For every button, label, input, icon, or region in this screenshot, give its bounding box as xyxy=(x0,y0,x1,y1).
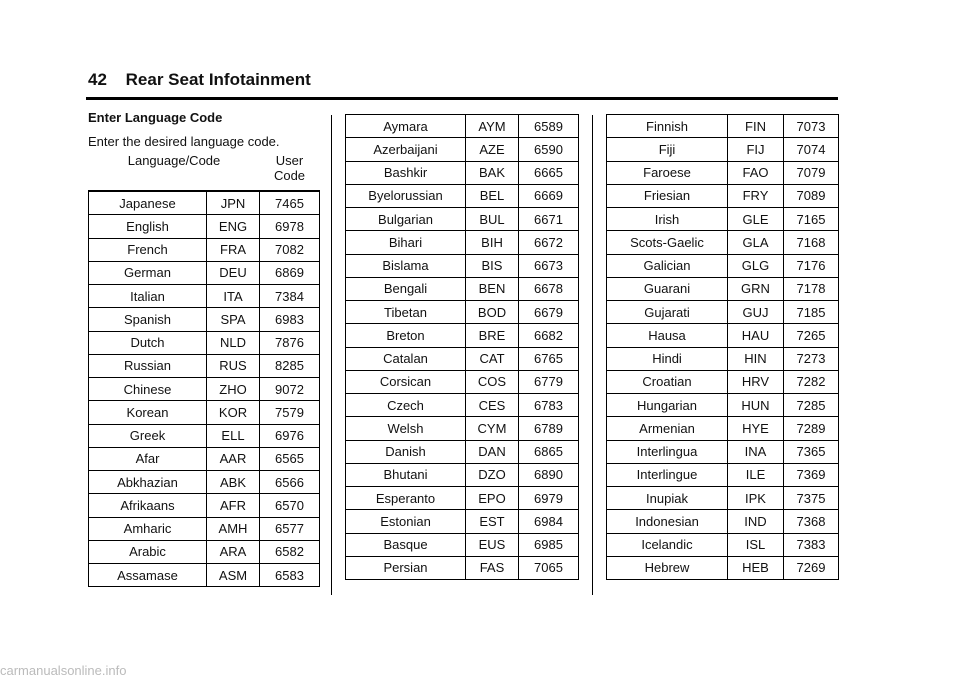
user-code: 6665 xyxy=(519,161,579,184)
table-row xyxy=(607,556,839,579)
language-name: Faroese xyxy=(607,161,728,184)
language-name: Azerbaijani xyxy=(346,138,466,161)
language-code: RUS xyxy=(207,354,260,377)
user-code: 6671 xyxy=(519,208,579,231)
language-code: FAS xyxy=(466,556,519,579)
table-row xyxy=(89,471,320,494)
language-code: BRE xyxy=(466,324,519,347)
language-name: Icelandic xyxy=(607,533,728,556)
user-code: 7168 xyxy=(784,231,839,254)
table-row xyxy=(89,517,320,540)
user-code: 6979 xyxy=(519,487,579,510)
language-name: Afar xyxy=(89,447,207,470)
language-code: EUS xyxy=(466,533,519,556)
user-code: 6679 xyxy=(519,301,579,324)
user-code: 7383 xyxy=(784,533,839,556)
language-code-table-3 xyxy=(606,114,839,580)
language-code: EPO xyxy=(466,487,519,510)
user-code: 9072 xyxy=(260,378,320,401)
language-name: Croatian xyxy=(607,370,728,393)
user-code: 7265 xyxy=(784,324,839,347)
language-code: HEB xyxy=(728,556,784,579)
language-code: AZE xyxy=(466,138,519,161)
language-code: FIJ xyxy=(728,138,784,161)
table-row xyxy=(89,308,320,331)
language-code: INA xyxy=(728,440,784,463)
language-code: ABK xyxy=(207,471,260,494)
intro-text: Enter the desired language code. xyxy=(88,134,280,149)
header-rule xyxy=(86,97,838,100)
table-row xyxy=(607,533,839,556)
table-row xyxy=(346,138,579,161)
language-name: Basque xyxy=(346,533,466,556)
user-code: 7579 xyxy=(260,401,320,424)
language-name: Aymara xyxy=(346,115,466,138)
user-code-header-line2: Code xyxy=(273,168,306,183)
table-row xyxy=(607,277,839,300)
language-code: KOR xyxy=(207,401,260,424)
language-code: FAO xyxy=(728,161,784,184)
page-header xyxy=(88,70,311,90)
table-row xyxy=(346,417,579,440)
watermark: carmanualsonline.info xyxy=(0,663,127,678)
language-name: Greek xyxy=(89,424,207,447)
table-row xyxy=(89,285,320,308)
language-code: BUL xyxy=(466,208,519,231)
language-name: Welsh xyxy=(346,417,466,440)
user-code: 7165 xyxy=(784,208,839,231)
table-row xyxy=(607,463,839,486)
language-code: BEN xyxy=(466,277,519,300)
user-code: 7089 xyxy=(784,184,839,207)
table-row xyxy=(346,324,579,347)
language-name: Interlingue xyxy=(607,463,728,486)
user-code: 7082 xyxy=(260,238,320,261)
table-row xyxy=(346,370,579,393)
language-code: GLG xyxy=(728,254,784,277)
language-code: ZHO xyxy=(207,378,260,401)
language-name: Afrikaans xyxy=(89,494,207,517)
language-name: Bislama xyxy=(346,254,466,277)
table-row xyxy=(607,301,839,324)
language-name: Finnish xyxy=(607,115,728,138)
language-name: Abkhazian xyxy=(89,471,207,494)
language-name: Esperanto xyxy=(346,487,466,510)
user-code: 7282 xyxy=(784,370,839,393)
language-name: Italian xyxy=(89,285,207,308)
user-code: 7079 xyxy=(784,161,839,184)
language-code: DEU xyxy=(207,261,260,284)
user-code: 6669 xyxy=(519,184,579,207)
user-code: 6566 xyxy=(260,471,320,494)
user-code: 6577 xyxy=(260,517,320,540)
table-row xyxy=(89,238,320,261)
table-row xyxy=(607,115,839,138)
language-name: Tibetan xyxy=(346,301,466,324)
language-code: GRN xyxy=(728,277,784,300)
language-name: Arabic xyxy=(89,540,207,563)
language-code: BEL xyxy=(466,184,519,207)
user-code: 7368 xyxy=(784,510,839,533)
user-code: 6589 xyxy=(519,115,579,138)
language-name: Hungarian xyxy=(607,394,728,417)
language-name: Gujarati xyxy=(607,301,728,324)
user-code: 6590 xyxy=(519,138,579,161)
language-name: Galician xyxy=(607,254,728,277)
user-code: 7465 xyxy=(260,191,320,215)
language-code: HIN xyxy=(728,347,784,370)
language-name: Indonesian xyxy=(607,510,728,533)
language-name: Interlingua xyxy=(607,440,728,463)
language-name: Armenian xyxy=(607,417,728,440)
table-row xyxy=(607,510,839,533)
language-name: Danish xyxy=(346,440,466,463)
table-row xyxy=(607,487,839,510)
language-name: French xyxy=(89,238,207,261)
language-code: ISL xyxy=(728,533,784,556)
language-code: BOD xyxy=(466,301,519,324)
table-row xyxy=(346,440,579,463)
language-name: English xyxy=(89,215,207,238)
language-name: Inupiak xyxy=(607,487,728,510)
language-code: CAT xyxy=(466,347,519,370)
table-row xyxy=(89,331,320,354)
language-name: Scots-Gaelic xyxy=(607,231,728,254)
language-code: ENG xyxy=(207,215,260,238)
table-row xyxy=(607,347,839,370)
language-name: Czech xyxy=(346,394,466,417)
table-row xyxy=(89,215,320,238)
language-name: Assamase xyxy=(89,564,207,587)
language-code: DZO xyxy=(466,463,519,486)
user-code: 7384 xyxy=(260,285,320,308)
user-code: 6565 xyxy=(260,447,320,470)
user-code: 6765 xyxy=(519,347,579,370)
column-header-language-code: Language/Code xyxy=(89,150,260,191)
language-code: IPK xyxy=(728,487,784,510)
table-row xyxy=(346,301,579,324)
user-code: 7285 xyxy=(784,394,839,417)
column-header-user-code xyxy=(260,150,320,191)
language-code: HRV xyxy=(728,370,784,393)
table-row xyxy=(89,540,320,563)
user-code: 6983 xyxy=(260,308,320,331)
section-title: Rear Seat Infotainment xyxy=(125,70,311,89)
language-code: ELL xyxy=(207,424,260,447)
table-row xyxy=(607,254,839,277)
table-row xyxy=(346,115,579,138)
language-code: BIH xyxy=(466,231,519,254)
user-code: 8285 xyxy=(260,354,320,377)
table-row xyxy=(346,184,579,207)
user-code: 6678 xyxy=(519,277,579,300)
user-code: 7375 xyxy=(784,487,839,510)
language-code: AMH xyxy=(207,517,260,540)
language-code: ITA xyxy=(207,285,260,308)
table-row xyxy=(89,378,320,401)
language-name: Hausa xyxy=(607,324,728,347)
language-code: FRA xyxy=(207,238,260,261)
user-code: 6570 xyxy=(260,494,320,517)
language-name: Bashkir xyxy=(346,161,466,184)
table-row xyxy=(607,324,839,347)
user-code: 7269 xyxy=(784,556,839,579)
table-row xyxy=(346,556,579,579)
language-code: EST xyxy=(466,510,519,533)
language-name: Fiji xyxy=(607,138,728,161)
user-code: 7273 xyxy=(784,347,839,370)
user-code: 7365 xyxy=(784,440,839,463)
language-code-table-1 xyxy=(88,150,320,587)
language-name: Bulgarian xyxy=(346,208,466,231)
language-name: Corsican xyxy=(346,370,466,393)
language-code: GUJ xyxy=(728,301,784,324)
language-code: DAN xyxy=(466,440,519,463)
language-code: BAK xyxy=(466,161,519,184)
language-name: Spanish xyxy=(89,308,207,331)
user-code: 6890 xyxy=(519,463,579,486)
language-code: GLE xyxy=(728,208,784,231)
user-code: 6978 xyxy=(260,215,320,238)
table-row xyxy=(607,394,839,417)
user-code: 7176 xyxy=(784,254,839,277)
language-code: SPA xyxy=(207,308,260,331)
user-code: 7073 xyxy=(784,115,839,138)
language-name: Dutch xyxy=(89,331,207,354)
column-separator xyxy=(592,115,593,595)
table-row xyxy=(607,231,839,254)
table-row xyxy=(346,208,579,231)
table-row xyxy=(607,138,839,161)
user-code: 6672 xyxy=(519,231,579,254)
language-name: Bhutani xyxy=(346,463,466,486)
user-code: 6985 xyxy=(519,533,579,556)
language-name: German xyxy=(89,261,207,284)
language-name: Estonian xyxy=(346,510,466,533)
language-name: Chinese xyxy=(89,378,207,401)
user-code: 6789 xyxy=(519,417,579,440)
language-code: ARA xyxy=(207,540,260,563)
user-code: 6984 xyxy=(519,510,579,533)
table-row xyxy=(607,370,839,393)
language-name: Korean xyxy=(89,401,207,424)
language-name: Hebrew xyxy=(607,556,728,579)
table-row xyxy=(89,424,320,447)
table-row xyxy=(346,463,579,486)
user-code: 6673 xyxy=(519,254,579,277)
table-row xyxy=(89,401,320,424)
language-code: GLA xyxy=(728,231,784,254)
user-code: 6583 xyxy=(260,564,320,587)
language-code: HUN xyxy=(728,394,784,417)
user-code: 6783 xyxy=(519,394,579,417)
language-name: Japanese xyxy=(89,191,207,215)
language-code: NLD xyxy=(207,331,260,354)
table-row xyxy=(607,208,839,231)
user-code: 7876 xyxy=(260,331,320,354)
language-code: CYM xyxy=(466,417,519,440)
table-row xyxy=(346,510,579,533)
table-row xyxy=(89,494,320,517)
language-name: Byelorussian xyxy=(346,184,466,207)
language-code: AYM xyxy=(466,115,519,138)
language-name: Persian xyxy=(346,556,466,579)
table-row xyxy=(607,184,839,207)
user-code: 7074 xyxy=(784,138,839,161)
language-code: JPN xyxy=(207,191,260,215)
page-number: 42 xyxy=(88,70,107,89)
table-row xyxy=(89,564,320,587)
table-header-row xyxy=(89,150,320,191)
table-row xyxy=(89,447,320,470)
table-row xyxy=(89,261,320,284)
user-code: 7369 xyxy=(784,463,839,486)
language-code-table-2 xyxy=(345,114,579,580)
language-code: AFR xyxy=(207,494,260,517)
language-code: FRY xyxy=(728,184,784,207)
user-code: 6779 xyxy=(519,370,579,393)
user-code: 6865 xyxy=(519,440,579,463)
language-code: COS xyxy=(466,370,519,393)
user-code: 7185 xyxy=(784,301,839,324)
language-code: BIS xyxy=(466,254,519,277)
subheading: Enter Language Code xyxy=(88,110,223,125)
language-code: FIN xyxy=(728,115,784,138)
table-row xyxy=(607,161,839,184)
table-row xyxy=(89,354,320,377)
language-name: Friesian xyxy=(607,184,728,207)
table-row xyxy=(346,394,579,417)
table-row xyxy=(607,417,839,440)
user-code: 6682 xyxy=(519,324,579,347)
language-code: CES xyxy=(466,394,519,417)
language-name: Bihari xyxy=(346,231,466,254)
language-code: HAU xyxy=(728,324,784,347)
table-row xyxy=(346,487,579,510)
language-name: Bengali xyxy=(346,277,466,300)
user-code: 7289 xyxy=(784,417,839,440)
language-name: Catalan xyxy=(346,347,466,370)
language-code: ASM xyxy=(207,564,260,587)
table-row xyxy=(346,347,579,370)
language-code: IND xyxy=(728,510,784,533)
table-row xyxy=(607,440,839,463)
language-name: Russian xyxy=(89,354,207,377)
language-name: Hindi xyxy=(607,347,728,370)
language-name: Breton xyxy=(346,324,466,347)
user-code: 7065 xyxy=(519,556,579,579)
table-row xyxy=(346,231,579,254)
language-name: Guarani xyxy=(607,277,728,300)
language-code: AAR xyxy=(207,447,260,470)
column-separator xyxy=(331,115,332,595)
user-code: 6869 xyxy=(260,261,320,284)
user-code: 6582 xyxy=(260,540,320,563)
language-name: Irish xyxy=(607,208,728,231)
language-code: ILE xyxy=(728,463,784,486)
user-code-header-line1: User xyxy=(275,153,304,168)
language-code: HYE xyxy=(728,417,784,440)
language-name: Amharic xyxy=(89,517,207,540)
user-code: 7178 xyxy=(784,277,839,300)
table-row xyxy=(346,277,579,300)
user-code: 6976 xyxy=(260,424,320,447)
table-row xyxy=(346,533,579,556)
table-row xyxy=(89,191,320,215)
table-row xyxy=(346,254,579,277)
table-row xyxy=(346,161,579,184)
